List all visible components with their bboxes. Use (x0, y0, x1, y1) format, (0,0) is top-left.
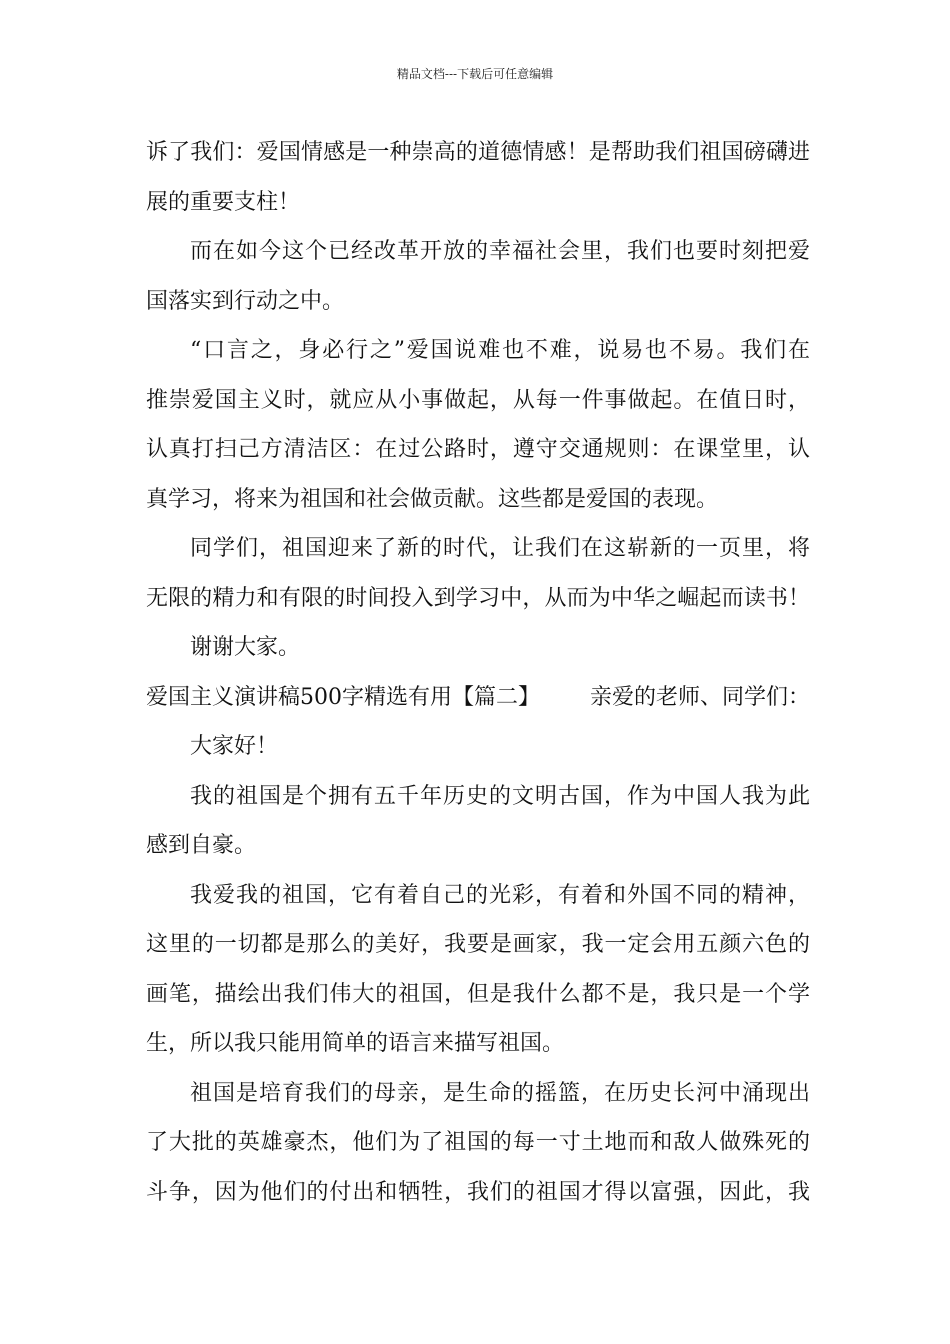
paragraph (146, 227, 810, 326)
text-line: 祖国是培育我们的母亲，是生命的摇篮，在历史长河中涌现出 (190, 1080, 810, 1106)
text-line: 真学习，将来为祖国和社会做贡献。这些都是爱国的表现。 (146, 486, 719, 512)
text-line: 感到自豪。 (146, 833, 257, 858)
paragraph (146, 772, 810, 871)
text-line: 谢谢大家。 (190, 635, 301, 660)
text-line: 画笔，描绘出我们伟大的祖国，但是我什么都不是，我只是一个学 (146, 981, 810, 1007)
section-title-line (146, 673, 810, 723)
text-line: 我的祖国是个拥有五千年历史的文明古国，作为中国人我为此 (190, 783, 810, 809)
text-line: 大家好！ (190, 734, 279, 759)
text-line: 我爱我的祖国，它有着自己的光彩，有着和外国不同的精神， (190, 882, 810, 908)
paragraph (146, 871, 810, 1069)
text-line: 国落实到行动之中。 (146, 288, 345, 314)
text-line: 而在如今这个已经改革开放的幸福社会里，我们也要时刻把爱 (190, 239, 810, 264)
salutation: 亲爱的老师、同学们： (589, 684, 810, 710)
paragraph (146, 1069, 810, 1218)
text-line: “口言之，身必行之”爱国说难也不难，说易也不易。我们在 (190, 338, 810, 363)
document-body (146, 128, 810, 1217)
paragraph (146, 326, 810, 524)
text-line: 同学们，祖国迎来了新的时代，让我们在这崭新的一页里，将 (190, 536, 810, 561)
text-line: 诉了我们：爱国情感是一种崇高的道德情感！是帮助我们祖国磅礴进 (146, 140, 810, 165)
paragraph (146, 722, 810, 772)
text-line: 了大批的英雄豪杰，他们为了祖国的每一寸土地而和敌人做殊死的 (146, 1130, 810, 1155)
text-line: 展的重要支柱！ (146, 189, 301, 215)
paragraph (146, 623, 810, 673)
text-line: 无限的精力和有限的时间投入到学习中，从而为中华之崛起而读书！ (146, 585, 810, 611)
text-line: 认真打扫己方清洁区：在过公路时，遵守交通规则：在课堂里，认 (146, 437, 810, 462)
page-header: 精品文档---下载后可任意编辑 (396, 67, 554, 81)
text-line: 生，所以我只能用简单的语言来描写祖国。 (146, 1031, 565, 1056)
section-title: 爱国主义演讲稿500字精选有用【篇二】 (146, 684, 540, 710)
paragraph (146, 128, 810, 227)
text-line: 斗争，因为他们的付出和牺牲，我们的祖国才得以富强，因此，我 (146, 1179, 810, 1205)
text-line: 这里的一切都是那么的美好，我要是画家，我一定会用五颜六色的 (146, 932, 810, 957)
paragraph (146, 524, 810, 623)
text-line: 推崇爱国主义时，就应从小事做起，从每一件事做起。在值日时， (146, 387, 810, 413)
